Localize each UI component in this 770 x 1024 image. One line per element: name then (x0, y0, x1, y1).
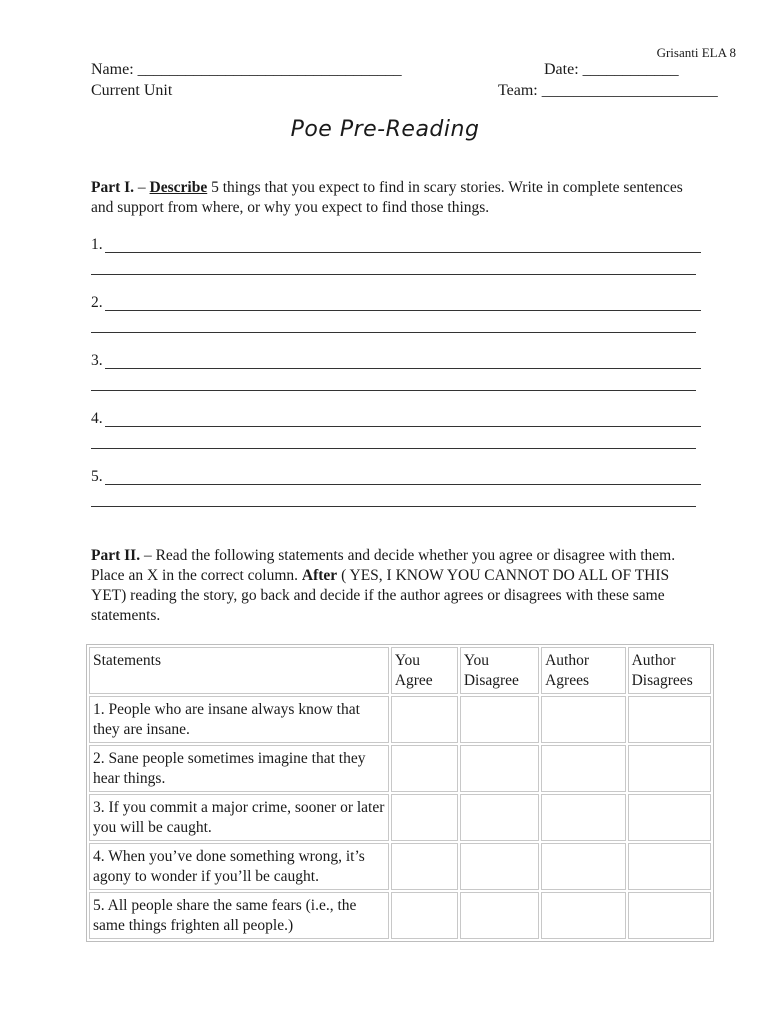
answer-line[interactable] (105, 252, 701, 253)
column-header-author-agrees: Author Agrees (541, 647, 626, 694)
answer-line[interactable] (91, 506, 696, 507)
part1-heading: Part I. (91, 179, 135, 196)
author-disagrees-cell[interactable] (628, 794, 711, 841)
course-label: Grisanti ELA 8 (656, 45, 736, 60)
part2-instructions (91, 546, 703, 626)
team-field[interactable]: Team: ______________________ (498, 82, 718, 99)
table-row (89, 696, 711, 743)
answer-line[interactable] (105, 368, 701, 369)
author-agrees-cell[interactable] (541, 794, 626, 841)
answer-line[interactable] (91, 332, 696, 333)
name-field[interactable]: Name: _________________________________ (91, 61, 402, 78)
author-agrees-cell[interactable] (541, 843, 626, 890)
part1-instructions (91, 178, 703, 218)
part2-after: After (301, 567, 338, 584)
you-disagree-cell[interactable] (460, 794, 539, 841)
table-row (89, 745, 711, 792)
answer-number: 4. (91, 410, 103, 427)
table-header-row (89, 647, 711, 694)
statement-cell: 1. People who are insane always know that they are insane. (89, 696, 389, 743)
part2-heading: Part II. (91, 547, 141, 564)
statement-cell: 3. If you commit a major crime, sooner or later you will be caught. (89, 794, 389, 841)
part1-dash: – (134, 179, 150, 196)
column-header-you-disagree: You Disagree (460, 647, 539, 694)
answer-number: 1. (91, 236, 103, 253)
you-agree-cell[interactable] (391, 745, 458, 792)
you-disagree-cell[interactable] (460, 843, 539, 890)
you-agree-cell[interactable] (391, 892, 458, 939)
answer-line[interactable] (91, 274, 696, 275)
table-row (89, 892, 711, 939)
you-agree-cell[interactable] (391, 843, 458, 890)
statement-cell: 4. When you’ve done something wrong, it’s agony to wonder if you’ll be caught. (89, 843, 389, 890)
answer-line[interactable] (91, 448, 696, 449)
answer-number: 2. (91, 294, 103, 311)
answer-line[interactable] (105, 310, 701, 311)
date-field[interactable]: Date: ____________ (544, 61, 679, 78)
author-disagrees-cell[interactable] (628, 892, 711, 939)
part1-text: 5 things that you expect to find in scary stories. Write in complete sentences and support from where, or why you expect to find those things. (91, 179, 683, 216)
part1-keyword: Describe (149, 179, 208, 196)
author-disagrees-cell[interactable] (628, 745, 711, 792)
author-disagrees-cell[interactable] (628, 843, 711, 890)
author-agrees-cell[interactable] (541, 745, 626, 792)
current-unit-label: Current Unit (91, 82, 173, 99)
column-header-author-disagrees: Author Disagrees (628, 647, 711, 694)
column-header-statements: Statements (89, 647, 389, 694)
answer-line[interactable] (105, 484, 701, 485)
author-agrees-cell[interactable] (541, 892, 626, 939)
statements-table (86, 644, 714, 942)
page-title: Poe Pre-Reading (290, 117, 480, 142)
answer-blank-4[interactable] (91, 410, 701, 432)
table-row (89, 794, 711, 841)
answer-blank-2[interactable] (91, 294, 701, 316)
statement-cell: 5. All people share the same fears (i.e., the same things frighten all people.) (89, 892, 389, 939)
answer-number: 3. (91, 352, 103, 369)
answer-blank-1[interactable] (91, 236, 701, 258)
you-disagree-cell[interactable] (460, 892, 539, 939)
part2-text-a: – Read the following statements and decide whether you agree or disagree with them. Place an X in the correct column. (91, 547, 676, 584)
author-agrees-cell[interactable] (541, 696, 626, 743)
statement-cell: 2. Sane people sometimes imagine that they hear things. (89, 745, 389, 792)
table-row (89, 843, 711, 890)
answer-line[interactable] (91, 390, 696, 391)
you-disagree-cell[interactable] (460, 696, 539, 743)
you-agree-cell[interactable] (391, 794, 458, 841)
answer-blank-3[interactable] (91, 352, 701, 374)
part2-text-b: ( YES, I KNOW YOU CANNOT DO ALL OF THIS YET) reading the story, go back and decide if the author agrees or disagrees with these same statements. (91, 567, 670, 624)
author-disagrees-cell[interactable] (628, 696, 711, 743)
answer-number: 5. (91, 468, 103, 485)
answer-line[interactable] (105, 426, 701, 427)
column-header-you-agree: You Agree (391, 647, 458, 694)
you-agree-cell[interactable] (391, 696, 458, 743)
you-disagree-cell[interactable] (460, 745, 539, 792)
answer-blank-5[interactable] (91, 468, 701, 490)
